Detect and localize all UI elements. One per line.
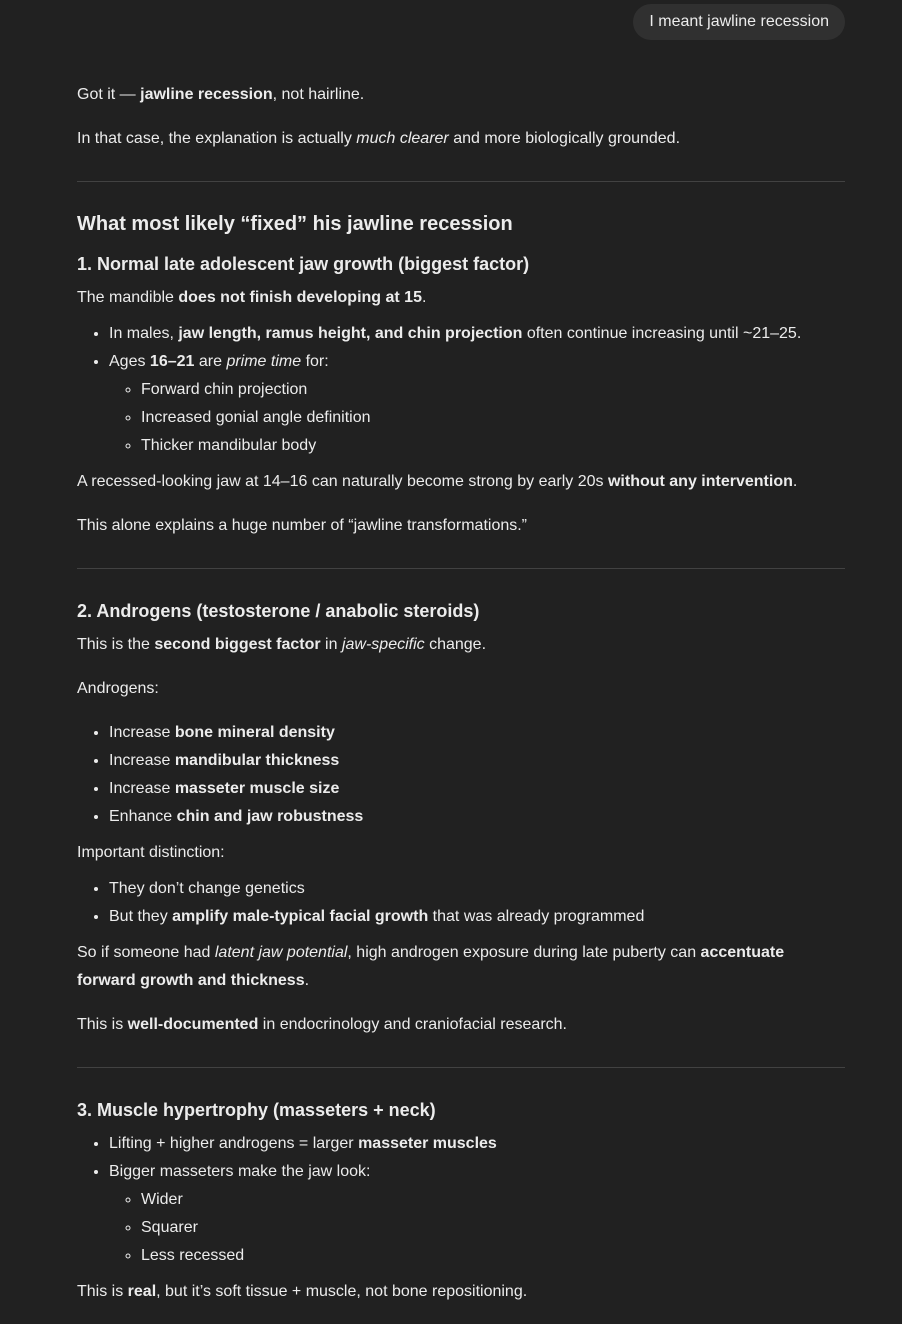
section-1-list [77,320,845,460]
list-item: ◦ Less recessed [141,1242,845,1270]
section-2-paragraph: So if someone had latent jaw potential, high androgen exposure during late puberty can accentuate forward growth and thickness. [77,944,785,989]
section-1-paragraph-2: This alone explains a huge number of “jawline transformations.” [77,517,528,534]
list-item: • In males, jaw length, ramus height, and chin projection often continue increasing until ~21–25. [109,320,845,348]
section-3-list [77,1130,845,1270]
divider [77,1067,845,1068]
list-item: • Ages 16–21 are prime time for: ◦ Forward chin projection ◦ Increased gonial angle definition ◦ Thicker mandibular body [109,348,845,460]
user-message-row [77,0,845,40]
list-item: • Increase bone mineral density [109,719,845,747]
list-item: • But they amplify male-typical facial growth that was already programmed [109,903,845,931]
list-item: • Lifting + higher androgens = larger masseter muscles [109,1130,845,1158]
section-1-lead: The mandible does not finish developing at 15. [77,289,427,306]
section-3-sublist [109,1186,845,1270]
list-item: ◦ Thicker mandibular body [141,432,845,460]
section-2-lead: This is the second biggest factor in jaw-specific change. [77,636,487,653]
list-item: • Increase masseter muscle size [109,775,845,803]
assistant-response [77,81,845,1306]
section-1-title: 1. Normal late adolescent jaw growth (biggest factor) [77,254,530,274]
section-1-paragraph: A recessed-looking jaw at 14–16 can naturally become strong by early 20s without any intervention. [77,473,798,490]
section-2-distinction-list [77,875,845,931]
list-item: ◦ Forward chin projection [141,376,845,404]
intro-paragraph-2: In that case, the explanation is actually much clearer and more biologically grounded. [77,130,681,147]
main-heading: What most likely “fixed” his jawline recession [77,213,513,235]
list-item: • They don’t change genetics [109,875,845,903]
section-2-paragraph-2: This is well-documented in endocrinology and craniofacial research. [77,1016,567,1033]
list-item: • Enhance chin and jaw robustness [109,803,845,831]
section-2-title: 2. Androgens (testosterone / anabolic steroids) [77,601,480,621]
section-2-distinction-label: Important distinction: [77,844,225,861]
section-2-androgens-label: Androgens: [77,680,159,697]
list-item: ◦ Squarer [141,1214,845,1242]
divider [77,568,845,569]
section-2-list [77,719,845,831]
list-item: ◦ Wider [141,1186,845,1214]
list-item: ◦ Increased gonial angle definition [141,404,845,432]
divider [77,181,845,182]
section-3-title: 3. Muscle hypertrophy (masseters + neck) [77,1100,436,1120]
conversation-thread [77,0,845,1322]
list-item: • Increase mandibular thickness [109,747,845,775]
list-item: • Bigger masseters make the jaw look: ◦ Wider ◦ Squarer ◦ Less recessed [109,1158,845,1270]
section-3-paragraph: This is real, but it’s soft tissue + muscle, not bone repositioning. [77,1283,528,1300]
section-1-sublist [109,376,845,460]
intro-paragraph-1: Got it — jawline recession, not hairline. [77,86,365,103]
user-message-bubble: I meant jawline recession [633,4,845,40]
